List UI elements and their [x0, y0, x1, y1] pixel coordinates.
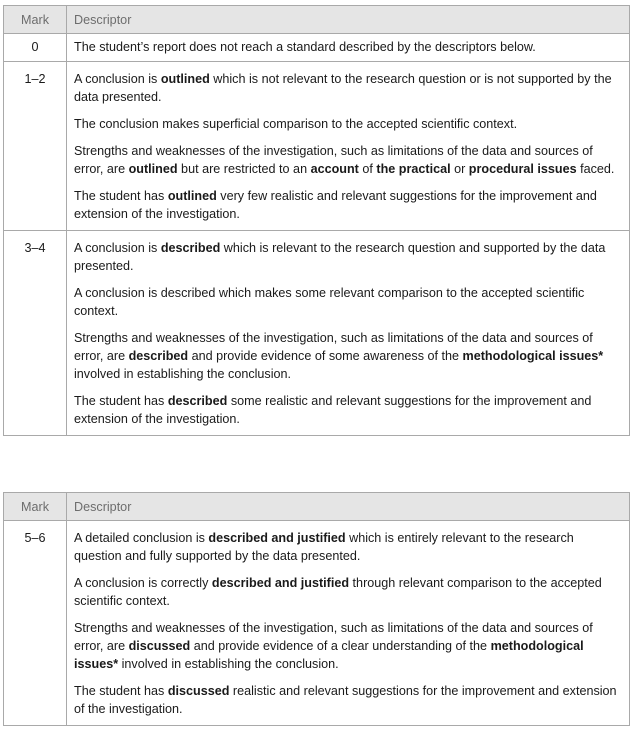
descriptor-paragraph — [74, 682, 623, 718]
descriptor-column-header: Descriptor — [67, 493, 630, 521]
descriptor-text: and provide evidence of a clear understanding of the — [190, 639, 491, 653]
descriptor-paragraph — [74, 70, 623, 106]
emphasis-text: outlined — [128, 162, 178, 176]
table-row — [4, 521, 630, 726]
descriptor-text: A conclusion is described which makes some relevant comparison to the accepted scientific context. — [74, 286, 585, 318]
descriptor-cell — [67, 34, 630, 62]
table-row — [4, 231, 630, 436]
descriptor-text: which is entirely relevant to the research question and fully supported by the data presented. — [74, 531, 574, 563]
descriptor-text: realistic and relevant suggestions for the improvement and extension of the investigation. — [74, 684, 617, 716]
descriptor-text: through relevant comparison to the accepted scientific context. — [74, 576, 602, 608]
descriptor-text: Strengths and weaknesses of the investigation, such as limitations of the data and sources of error, are — [74, 144, 593, 176]
descriptor-paragraph — [74, 115, 623, 133]
descriptor-text: The student has — [74, 189, 168, 203]
emphasis-text: methodological issues* — [462, 349, 604, 363]
emphasis-text: procedural issues — [468, 162, 577, 176]
descriptor-text: A conclusion is — [74, 72, 161, 86]
mark-cell: 1–2 — [4, 62, 67, 231]
descriptor-paragraph — [74, 392, 623, 428]
descriptor-cell — [67, 521, 630, 726]
descriptor-text: The conclusion makes superficial comparison to the accepted scientific context. — [74, 117, 518, 131]
emphasis-text: discussed — [167, 684, 230, 698]
descriptor-text: A detailed conclusion is — [74, 531, 209, 545]
descriptor-paragraph — [74, 38, 623, 56]
descriptor-text: involved in establishing the conclusion. — [118, 657, 339, 671]
table-header-row — [4, 6, 630, 34]
descriptor-paragraph — [74, 329, 623, 383]
descriptor-text: and provide evidence of some awareness of the — [188, 349, 463, 363]
emphasis-text: discussed — [128, 639, 191, 653]
descriptor-paragraph — [74, 239, 623, 275]
descriptor-text: some realistic and relevant suggestions for the improvement and extension of the investigation. — [74, 394, 592, 426]
descriptor-paragraph — [74, 529, 623, 565]
descriptor-text: which is relevant to the research question and supported by the data presented. — [74, 241, 606, 273]
descriptor-text: faced. — [576, 162, 615, 176]
table-row — [4, 62, 630, 231]
descriptor-text: A conclusion is correctly — [74, 576, 212, 590]
descriptor-cell — [67, 62, 630, 231]
emphasis-text: described — [128, 349, 189, 363]
descriptor-text: but are restricted to an — [177, 162, 311, 176]
descriptor-text: involved in establishing the conclusion. — [74, 367, 292, 381]
emphasis-text: account — [310, 162, 359, 176]
mark-column-header: Mark — [4, 493, 67, 521]
table-row — [4, 34, 630, 62]
descriptor-cell — [67, 231, 630, 436]
emphasis-text: outlined — [167, 189, 217, 203]
descriptor-text: The student’s report does not reach a standard described by the descriptors below. — [74, 40, 536, 54]
descriptor-text: or — [450, 162, 469, 176]
descriptor-text: which is not relevant to the research question or is not supported by the data presented. — [74, 72, 612, 104]
table-header-row — [4, 493, 630, 521]
descriptor-text: A conclusion is — [74, 241, 161, 255]
descriptor-column-header: Descriptor — [67, 6, 630, 34]
emphasis-text: outlined — [160, 72, 210, 86]
mark-cell: 5–6 — [4, 521, 67, 726]
emphasis-text: described — [160, 241, 221, 255]
descriptor-text: very few realistic and relevant suggestions for the improvement and extension of the investigation. — [74, 189, 597, 221]
rubric-table-2 — [3, 492, 630, 726]
descriptor-text: Strengths and weaknesses of the investigation, such as limitations of the data and sources of error, are — [74, 621, 593, 653]
descriptor-text: The student has — [74, 684, 168, 698]
descriptor-paragraph — [74, 284, 623, 320]
mark-cell: 0 — [4, 34, 67, 62]
emphasis-text: described and justified — [211, 576, 350, 590]
emphasis-text: methodological issues* — [74, 639, 584, 671]
rubric-table-1 — [3, 5, 630, 436]
descriptor-paragraph — [74, 142, 623, 178]
emphasis-text: described — [167, 394, 228, 408]
descriptor-text: Strengths and weaknesses of the investigation, such as limitations of the data and sources of error, are — [74, 331, 593, 363]
mark-column-header: Mark — [4, 6, 67, 34]
descriptor-paragraph — [74, 187, 623, 223]
descriptor-text: The student has — [74, 394, 168, 408]
mark-cell: 3–4 — [4, 231, 67, 436]
emphasis-text: the practical — [376, 162, 451, 176]
descriptor-paragraph — [74, 619, 623, 673]
descriptor-paragraph — [74, 574, 623, 610]
descriptor-text: of — [358, 162, 377, 176]
emphasis-text: described and justified — [208, 531, 346, 545]
